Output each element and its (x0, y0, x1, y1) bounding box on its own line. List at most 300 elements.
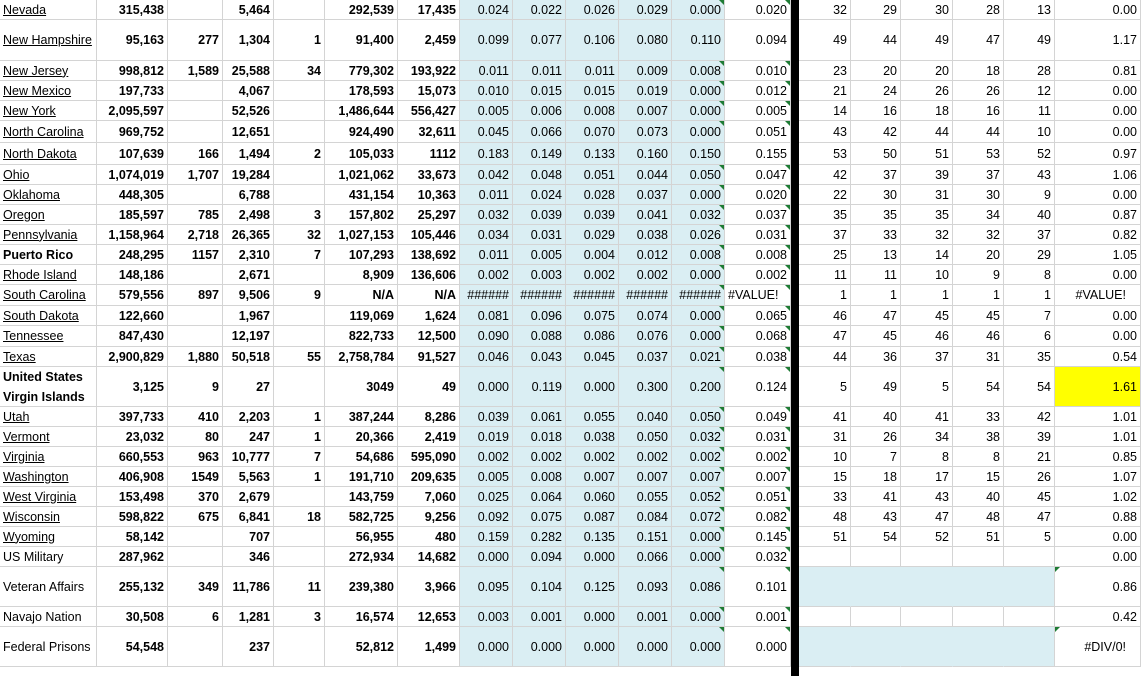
cell-c5[interactable] (325, 205, 398, 225)
cell-c5[interactable] (325, 165, 398, 185)
cell-c4[interactable] (274, 121, 325, 143)
cell-r1[interactable] (460, 326, 513, 347)
cell-k1[interactable] (799, 507, 851, 527)
cell-avg[interactable] (725, 367, 791, 407)
row-label-cell[interactable] (0, 627, 97, 667)
cell-r5[interactable] (672, 225, 725, 245)
cell-r3[interactable] (566, 225, 619, 245)
cell-c3[interactable] (223, 265, 274, 285)
cell-k1[interactable] (799, 487, 851, 507)
cell-k3[interactable] (901, 121, 953, 143)
row-label-cell[interactable] (0, 547, 97, 567)
cell-c1[interactable] (97, 0, 168, 20)
cell-c1[interactable] (97, 527, 168, 547)
cell-c6[interactable] (398, 121, 460, 143)
cell-k4[interactable] (953, 487, 1004, 507)
cell-k1[interactable] (799, 407, 851, 427)
cell-last[interactable] (1055, 527, 1141, 547)
cell-r3[interactable] (566, 20, 619, 61)
cell-k4[interactable] (953, 265, 1004, 285)
cell-r3[interactable] (566, 81, 619, 101)
cell-k2[interactable] (851, 507, 901, 527)
cell-k1[interactable] (799, 265, 851, 285)
row-label-cell[interactable] (0, 487, 97, 507)
cell-r3[interactable] (566, 143, 619, 165)
cell-k2[interactable] (851, 225, 901, 245)
cell-avg[interactable] (725, 567, 791, 607)
cell-c3[interactable] (223, 143, 274, 165)
cell-k5[interactable] (1004, 467, 1055, 487)
cell-r1[interactable] (460, 306, 513, 326)
cell-r3[interactable] (566, 185, 619, 205)
cell-c2[interactable] (168, 101, 223, 121)
row-label-cell[interactable] (0, 447, 97, 467)
cell-c3[interactable] (223, 367, 274, 407)
cell-c5[interactable] (325, 185, 398, 205)
cell-c1[interactable] (97, 487, 168, 507)
cell-r3[interactable] (566, 487, 619, 507)
cell-k2[interactable] (851, 627, 901, 667)
cell-r5[interactable] (672, 101, 725, 121)
cell-c5[interactable] (325, 61, 398, 81)
cell-last[interactable] (1055, 61, 1141, 81)
row-label-cell[interactable] (0, 61, 97, 81)
cell-c3[interactable] (223, 245, 274, 265)
cell-c5[interactable] (325, 265, 398, 285)
cell-k4[interactable] (953, 507, 1004, 527)
cell-avg[interactable] (725, 527, 791, 547)
cell-c2[interactable] (168, 567, 223, 607)
cell-k3[interactable] (901, 20, 953, 61)
cell-c5[interactable] (325, 487, 398, 507)
cell-c3[interactable] (223, 81, 274, 101)
cell-k1[interactable] (799, 527, 851, 547)
cell-r5[interactable] (672, 121, 725, 143)
cell-k5[interactable] (1004, 326, 1055, 347)
cell-c4[interactable] (274, 225, 325, 245)
cell-c6[interactable] (398, 0, 460, 20)
cell-c2[interactable] (168, 607, 223, 627)
row-label-cell[interactable] (0, 81, 97, 101)
row-label-cell[interactable] (0, 205, 97, 225)
cell-last[interactable] (1055, 20, 1141, 61)
cell-c5[interactable] (325, 507, 398, 527)
cell-avg[interactable] (725, 165, 791, 185)
cell-c6[interactable] (398, 81, 460, 101)
cell-c2[interactable] (168, 225, 223, 245)
cell-k1[interactable] (799, 547, 851, 567)
cell-c3[interactable] (223, 567, 274, 607)
cell-c6[interactable] (398, 205, 460, 225)
row-label-cell[interactable] (0, 165, 97, 185)
cell-c1[interactable] (97, 367, 168, 407)
cell-c1[interactable] (97, 225, 168, 245)
cell-avg[interactable] (725, 407, 791, 427)
cell-c4[interactable] (274, 20, 325, 61)
cell-c2[interactable] (168, 285, 223, 306)
cell-r4[interactable] (619, 205, 672, 225)
cell-r4[interactable] (619, 265, 672, 285)
cell-c6[interactable] (398, 101, 460, 121)
cell-r2[interactable] (513, 567, 566, 607)
cell-k1[interactable] (799, 81, 851, 101)
cell-r2[interactable] (513, 487, 566, 507)
row-label-cell[interactable] (0, 527, 97, 547)
cell-c1[interactable] (97, 285, 168, 306)
cell-r2[interactable] (513, 547, 566, 567)
cell-k2[interactable] (851, 487, 901, 507)
cell-k3[interactable] (901, 265, 953, 285)
cell-k4[interactable] (953, 467, 1004, 487)
cell-k3[interactable] (901, 547, 953, 567)
cell-k4[interactable] (953, 225, 1004, 245)
cell-c4[interactable] (274, 326, 325, 347)
cell-k2[interactable] (851, 165, 901, 185)
cell-last[interactable] (1055, 0, 1141, 20)
cell-r5[interactable] (672, 407, 725, 427)
cell-k1[interactable] (799, 367, 851, 407)
row-label-cell[interactable] (0, 143, 97, 165)
cell-r2[interactable] (513, 467, 566, 487)
cell-c3[interactable] (223, 347, 274, 367)
cell-last[interactable] (1055, 467, 1141, 487)
cell-avg[interactable] (725, 306, 791, 326)
row-label-cell[interactable] (0, 326, 97, 347)
cell-r5[interactable] (672, 467, 725, 487)
cell-c3[interactable] (223, 121, 274, 143)
cell-r3[interactable] (566, 367, 619, 407)
cell-c6[interactable] (398, 20, 460, 61)
cell-c3[interactable] (223, 306, 274, 326)
cell-r2[interactable] (513, 245, 566, 265)
cell-c3[interactable] (223, 607, 274, 627)
cell-k3[interactable] (901, 185, 953, 205)
cell-r1[interactable] (460, 347, 513, 367)
cell-r5[interactable] (672, 165, 725, 185)
cell-c6[interactable] (398, 285, 460, 306)
cell-r5[interactable] (672, 265, 725, 285)
cell-k5[interactable] (1004, 285, 1055, 306)
cell-r4[interactable] (619, 326, 672, 347)
cell-last[interactable] (1055, 121, 1141, 143)
cell-last[interactable] (1055, 81, 1141, 101)
cell-avg[interactable] (725, 101, 791, 121)
cell-r2[interactable] (513, 101, 566, 121)
cell-r3[interactable] (566, 347, 619, 367)
cell-c4[interactable] (274, 607, 325, 627)
cell-k4[interactable] (953, 285, 1004, 306)
cell-r1[interactable] (460, 101, 513, 121)
cell-k3[interactable] (901, 0, 953, 20)
cell-c6[interactable] (398, 527, 460, 547)
cell-last[interactable] (1055, 326, 1141, 347)
cell-k4[interactable] (953, 185, 1004, 205)
cell-r1[interactable] (460, 20, 513, 61)
cell-r4[interactable] (619, 447, 672, 467)
cell-r3[interactable] (566, 101, 619, 121)
cell-c2[interactable] (168, 427, 223, 447)
cell-r2[interactable] (513, 367, 566, 407)
cell-avg[interactable] (725, 143, 791, 165)
cell-k3[interactable] (901, 367, 953, 407)
cell-c3[interactable] (223, 507, 274, 527)
cell-c6[interactable] (398, 407, 460, 427)
cell-k2[interactable] (851, 20, 901, 61)
cell-k3[interactable] (901, 306, 953, 326)
cell-c4[interactable] (274, 427, 325, 447)
row-label-cell[interactable] (0, 265, 97, 285)
cell-k3[interactable] (901, 61, 953, 81)
cell-c2[interactable] (168, 245, 223, 265)
cell-r1[interactable] (460, 205, 513, 225)
cell-k5[interactable] (1004, 61, 1055, 81)
cell-avg[interactable] (725, 225, 791, 245)
cell-c4[interactable] (274, 627, 325, 667)
cell-r5[interactable] (672, 447, 725, 467)
cell-c4[interactable] (274, 143, 325, 165)
cell-c1[interactable] (97, 567, 168, 607)
cell-c2[interactable] (168, 165, 223, 185)
cell-c1[interactable] (97, 143, 168, 165)
cell-r4[interactable] (619, 0, 672, 20)
cell-r2[interactable] (513, 61, 566, 81)
cell-k1[interactable] (799, 306, 851, 326)
cell-c2[interactable] (168, 527, 223, 547)
cell-k1[interactable] (799, 607, 851, 627)
cell-c4[interactable] (274, 265, 325, 285)
cell-k1[interactable] (799, 225, 851, 245)
cell-r2[interactable] (513, 627, 566, 667)
cell-r4[interactable] (619, 487, 672, 507)
cell-r2[interactable] (513, 347, 566, 367)
cell-k5[interactable] (1004, 20, 1055, 61)
cell-r1[interactable] (460, 81, 513, 101)
cell-r5[interactable] (672, 245, 725, 265)
cell-r5[interactable] (672, 427, 725, 447)
cell-r3[interactable] (566, 285, 619, 306)
cell-c3[interactable] (223, 427, 274, 447)
cell-r2[interactable] (513, 285, 566, 306)
cell-c2[interactable] (168, 265, 223, 285)
cell-avg[interactable] (725, 0, 791, 20)
cell-k2[interactable] (851, 407, 901, 427)
cell-r3[interactable] (566, 407, 619, 427)
cell-k3[interactable] (901, 143, 953, 165)
cell-k1[interactable] (799, 121, 851, 143)
cell-r4[interactable] (619, 347, 672, 367)
cell-c6[interactable] (398, 427, 460, 447)
cell-c5[interactable] (325, 225, 398, 245)
cell-c1[interactable] (97, 447, 168, 467)
cell-k2[interactable] (851, 306, 901, 326)
cell-r5[interactable] (672, 547, 725, 567)
cell-c2[interactable] (168, 467, 223, 487)
cell-r1[interactable] (460, 607, 513, 627)
row-label-cell[interactable] (0, 607, 97, 627)
cell-r2[interactable] (513, 225, 566, 245)
cell-r5[interactable] (672, 61, 725, 81)
cell-k5[interactable] (1004, 607, 1055, 627)
cell-c5[interactable] (325, 447, 398, 467)
cell-r2[interactable] (513, 306, 566, 326)
cell-c3[interactable] (223, 467, 274, 487)
cell-r1[interactable] (460, 427, 513, 447)
cell-k5[interactable] (1004, 185, 1055, 205)
cell-k3[interactable] (901, 467, 953, 487)
cell-c1[interactable] (97, 20, 168, 61)
cell-r4[interactable] (619, 427, 672, 447)
cell-r3[interactable] (566, 0, 619, 20)
cell-c4[interactable] (274, 306, 325, 326)
cell-r1[interactable] (460, 567, 513, 607)
cell-k4[interactable] (953, 367, 1004, 407)
cell-k5[interactable] (1004, 407, 1055, 427)
cell-avg[interactable] (725, 427, 791, 447)
cell-c5[interactable] (325, 245, 398, 265)
cell-c1[interactable] (97, 607, 168, 627)
cell-last[interactable] (1055, 427, 1141, 447)
cell-r4[interactable] (619, 185, 672, 205)
cell-last[interactable] (1055, 165, 1141, 185)
cell-k4[interactable] (953, 567, 1004, 607)
cell-k2[interactable] (851, 61, 901, 81)
cell-r1[interactable] (460, 507, 513, 527)
cell-last[interactable] (1055, 567, 1141, 607)
cell-c6[interactable] (398, 627, 460, 667)
cell-r4[interactable] (619, 61, 672, 81)
cell-k5[interactable] (1004, 507, 1055, 527)
cell-c1[interactable] (97, 245, 168, 265)
cell-r3[interactable] (566, 61, 619, 81)
cell-r3[interactable] (566, 265, 619, 285)
cell-k2[interactable] (851, 121, 901, 143)
cell-r1[interactable] (460, 121, 513, 143)
cell-c3[interactable] (223, 61, 274, 81)
cell-r2[interactable] (513, 407, 566, 427)
cell-k2[interactable] (851, 185, 901, 205)
cell-r3[interactable] (566, 547, 619, 567)
cell-c3[interactable] (223, 205, 274, 225)
cell-r1[interactable] (460, 527, 513, 547)
cell-c5[interactable] (325, 467, 398, 487)
cell-k2[interactable] (851, 0, 901, 20)
cell-k3[interactable] (901, 165, 953, 185)
cell-c3[interactable] (223, 407, 274, 427)
cell-c2[interactable] (168, 20, 223, 61)
cell-k1[interactable] (799, 185, 851, 205)
row-label-cell[interactable] (0, 121, 97, 143)
cell-c5[interactable] (325, 607, 398, 627)
cell-k5[interactable] (1004, 367, 1055, 407)
cell-c1[interactable] (97, 81, 168, 101)
cell-c4[interactable] (274, 205, 325, 225)
cell-r4[interactable] (619, 407, 672, 427)
cell-k2[interactable] (851, 367, 901, 407)
cell-k4[interactable] (953, 61, 1004, 81)
cell-avg[interactable] (725, 20, 791, 61)
cell-k3[interactable] (901, 245, 953, 265)
cell-c6[interactable] (398, 547, 460, 567)
cell-k2[interactable] (851, 447, 901, 467)
cell-avg[interactable] (725, 81, 791, 101)
cell-r1[interactable] (460, 547, 513, 567)
cell-avg[interactable] (725, 467, 791, 487)
cell-k4[interactable] (953, 245, 1004, 265)
cell-last[interactable] (1055, 407, 1141, 427)
cell-k1[interactable] (799, 447, 851, 467)
cell-c1[interactable] (97, 121, 168, 143)
cell-r3[interactable] (566, 507, 619, 527)
cell-c2[interactable] (168, 143, 223, 165)
cell-c3[interactable] (223, 547, 274, 567)
cell-c5[interactable] (325, 427, 398, 447)
cell-r4[interactable] (619, 285, 672, 306)
cell-r4[interactable] (619, 627, 672, 667)
cell-c3[interactable] (223, 285, 274, 306)
cell-c4[interactable] (274, 527, 325, 547)
cell-avg[interactable] (725, 205, 791, 225)
cell-c1[interactable] (97, 407, 168, 427)
cell-avg[interactable] (725, 507, 791, 527)
cell-k4[interactable] (953, 0, 1004, 20)
cell-avg[interactable] (725, 121, 791, 143)
cell-c4[interactable] (274, 567, 325, 607)
cell-k1[interactable] (799, 205, 851, 225)
row-label-cell[interactable] (0, 567, 97, 607)
row-label-cell[interactable] (0, 245, 97, 265)
row-label-cell[interactable] (0, 225, 97, 245)
cell-k1[interactable] (799, 427, 851, 447)
cell-c5[interactable] (325, 407, 398, 427)
cell-c2[interactable] (168, 185, 223, 205)
cell-k5[interactable] (1004, 547, 1055, 567)
cell-c6[interactable] (398, 306, 460, 326)
cell-r1[interactable] (460, 265, 513, 285)
cell-c6[interactable] (398, 467, 460, 487)
cell-c6[interactable] (398, 447, 460, 467)
cell-c2[interactable] (168, 81, 223, 101)
cell-r5[interactable] (672, 367, 725, 407)
cell-k1[interactable] (799, 143, 851, 165)
cell-c5[interactable] (325, 20, 398, 61)
cell-avg[interactable] (725, 547, 791, 567)
cell-r3[interactable] (566, 627, 619, 667)
cell-k5[interactable] (1004, 427, 1055, 447)
cell-k4[interactable] (953, 347, 1004, 367)
cell-c4[interactable] (274, 487, 325, 507)
cell-k3[interactable] (901, 326, 953, 347)
cell-c5[interactable] (325, 367, 398, 407)
cell-k5[interactable] (1004, 527, 1055, 547)
cell-c1[interactable] (97, 326, 168, 347)
cell-last[interactable] (1055, 245, 1141, 265)
cell-c4[interactable] (274, 165, 325, 185)
cell-c3[interactable] (223, 225, 274, 245)
cell-avg[interactable] (725, 447, 791, 467)
cell-last[interactable] (1055, 367, 1141, 407)
cell-r1[interactable] (460, 185, 513, 205)
cell-r1[interactable] (460, 0, 513, 20)
cell-c5[interactable] (325, 306, 398, 326)
cell-c4[interactable] (274, 547, 325, 567)
cell-k2[interactable] (851, 205, 901, 225)
cell-r2[interactable] (513, 143, 566, 165)
cell-c5[interactable] (325, 121, 398, 143)
cell-k1[interactable] (799, 347, 851, 367)
cell-r2[interactable] (513, 0, 566, 20)
cell-c6[interactable] (398, 607, 460, 627)
cell-r4[interactable] (619, 165, 672, 185)
